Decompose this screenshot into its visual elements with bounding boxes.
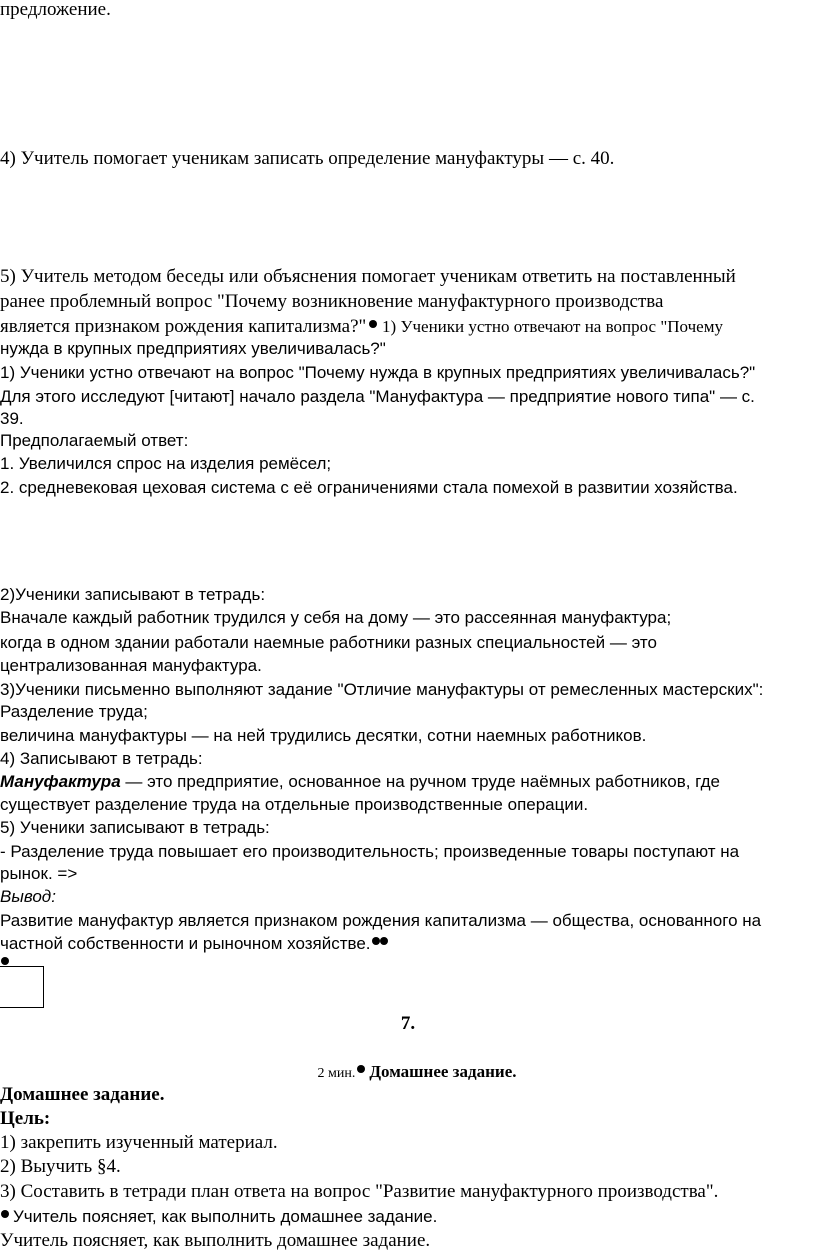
- text-line: Развитие мануфактур является признаком рождения капитализма — общества, основанного на: [0, 911, 762, 930]
- text-line: 1) Ученики устно отвечают на вопрос "Почему нужда в крупных предприятиях увеличивалась?": [0, 363, 756, 382]
- text-line: величина мануфактуры — на ней трудились десятки, сотни наемных работников.: [0, 726, 647, 745]
- text-line: 5) Ученики записывают в тетрадь:: [0, 818, 270, 837]
- text-line: - Разделение труда повышает его производительность; произведенные товары поступают на: [0, 842, 740, 861]
- teacher-note-line: [0, 1205, 437, 1229]
- text-line: 2)Ученики записывают в тетрадь:: [0, 585, 266, 604]
- text-line: 39.: [0, 409, 24, 428]
- teacher-note: Учитель поясняет, как выполнить домашнее задание.: [13, 1207, 438, 1226]
- text-span: частной собственности и рыночном хозяйстве.: [0, 934, 371, 953]
- bullet-icon: [357, 1065, 365, 1073]
- text-line: 2. средневековая цеховая система с её ограничениями стала помехой в развитии хозяйства.: [0, 478, 738, 497]
- homework-heading: Домашнее задание.: [0, 1084, 165, 1105]
- term-label: Мануфактура: [0, 772, 121, 791]
- text-line: [0, 315, 723, 339]
- text-line: 5) Учитель методом беседы или объяснения помогает ученикам ответить на поставленный: [0, 266, 736, 287]
- text-line: 4) Записывают в тетрадь:: [0, 749, 203, 768]
- goal-label: Цель:: [0, 1108, 51, 1129]
- text-line: [0, 932, 388, 956]
- text-line: существует разделение труда на отдельные производственные операции.: [0, 795, 589, 814]
- bullet-icon: [369, 320, 377, 328]
- homework-item: 3) Составить в тетради план ответа на вопрос "Развитие мануфактурного производства".: [0, 1181, 719, 1202]
- text-line: 3)Ученики письменно выполняют задание "Отличие мануфактуры от ремесленных мастерских":: [0, 680, 764, 699]
- text-line: централизованная мануфактура.: [0, 656, 262, 675]
- text-line: нужда в крупных предприятиях увеличивалась?": [0, 339, 386, 358]
- bullet-icon: [1, 1210, 9, 1218]
- bullet-icon: [380, 937, 388, 945]
- text-line: когда в одном здании работали наемные работники разных специальностей — это: [0, 633, 657, 652]
- text-line: Для этого исследуют [читают] начало раздела "Мануфактура — предприятие нового типа" — с.: [0, 387, 755, 406]
- conclusion-label: Вывод:: [0, 887, 56, 906]
- homework-item: 2) Выучить §4.: [0, 1156, 121, 1177]
- step-number: 7.: [400, 1013, 416, 1034]
- text-line: 4) Учитель помогает ученикам записать определение мануфактуры — с. 40.: [0, 148, 615, 169]
- teacher-note: Учитель поясняет, как выполнить домашнее задание.: [0, 1230, 431, 1251]
- step-time: 2 мин.: [317, 1066, 356, 1081]
- text-line: рынок. =>: [0, 864, 78, 883]
- step-title: Домашнее задание.: [369, 1062, 517, 1081]
- homework-item: 1) закрепить изученный материал.: [0, 1132, 278, 1153]
- bullet-icon: [372, 937, 380, 945]
- text-span: — это предприятие, основанное на ручном труде наёмных работников, где: [120, 772, 720, 791]
- text-line: Вначале каждый работник трудился у себя на дому — это рассеянная мануфактура;: [0, 608, 672, 627]
- text-line: предложение.: [0, 0, 111, 20]
- text-line: Предполагаемый ответ:: [0, 431, 189, 450]
- bullet-icon: [1, 957, 9, 965]
- text-span: является признаком рождения капитализма?": [0, 316, 367, 337]
- text-line: 1. Увеличился спрос на изделия ремёсел;: [0, 454, 332, 473]
- text-span: 1) Ученики устно отвечают на вопрос "Почему: [382, 317, 723, 336]
- table-cell: [0, 966, 44, 1008]
- text-line: [0, 770, 720, 794]
- text-line: Разделение труда;: [0, 702, 148, 721]
- text-line: ранее проблемный вопрос "Почему возникновение мануфактурного производства: [0, 291, 664, 312]
